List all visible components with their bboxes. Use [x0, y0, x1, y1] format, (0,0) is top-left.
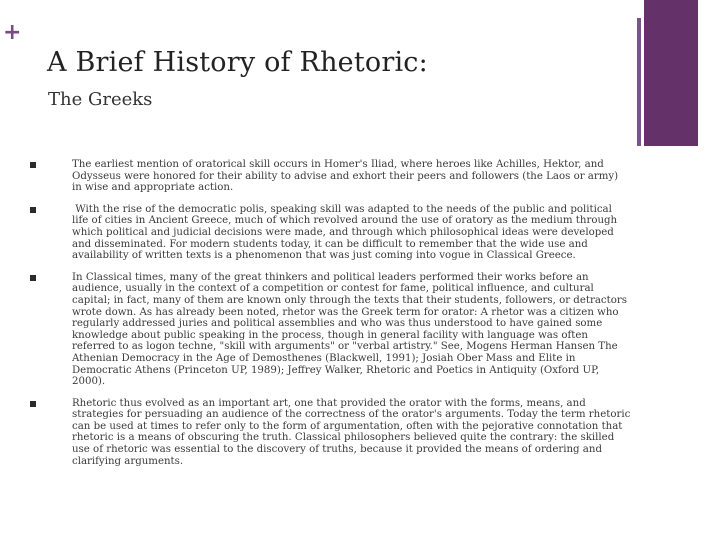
- bullet-line: referred to as logon techne, "skill with arguments" or "verbal artistry." See, Mogens Herman Hansen The: [72, 341, 618, 353]
- slide-title: A Brief History of Rhetoric:: [47, 47, 428, 78]
- bullet-line: can be used at times to refer only to the form of argumentation, often with the pejorative connotation that: [72, 420, 623, 432]
- bullet-line: knowledge about public speaking in the process, though in general facility with language was often: [72, 329, 588, 341]
- square-bullet-icon: [30, 207, 36, 213]
- bullet-item: [30, 204, 682, 262]
- bullet-line: 2000).: [72, 376, 106, 388]
- bullet-line: audience, usually in the context of a competition or contest for fame, political influence, and cultural: [72, 283, 594, 295]
- bullet-line: capital; in fact, many of them are known only through the texts that their students, followers, or detractors: [72, 294, 627, 306]
- bullet-line: With the rise of the democratic polis, speaking skill was adapted to the needs of the public and political: [72, 203, 612, 215]
- bullet-line: Athenian Democracy in the Age of Demosthenes (Blackwell, 1991); Josiah Ober Mass and Elite in: [72, 352, 576, 364]
- square-bullet-icon: [30, 275, 36, 281]
- decorative-thin-bar: [637, 18, 641, 146]
- bullet-item: [30, 159, 682, 194]
- bullet-line: regularly addressed juries and political assemblies and who was thus understood to have gained some: [72, 318, 603, 330]
- bullet-line: in wise and appropriate action.: [72, 182, 234, 194]
- bullet-list: [30, 159, 682, 477]
- bullet-line: rhetoric is a means of obscuring the truth. Classical philosophers believed quite the contrary: the skilled: [72, 432, 615, 444]
- bullet-line: which political and judicial decisions were made, and through which philosophical ideas were developed: [72, 226, 614, 238]
- square-bullet-icon: [30, 401, 36, 407]
- bullet-line: The earliest mention of oratorical skill occurs in Homer's Iliad, where heroes like Achilles, Hektor, and: [72, 159, 604, 170]
- bullet-item: [30, 272, 682, 388]
- slide-subtitle: The Greeks: [48, 89, 153, 110]
- bullet-line: Democratic Athens (Princeton UP, 1989); Jeffrey Walker, Rhetoric and Poetics in Antiquity (Oxford UP,: [72, 364, 600, 376]
- bullet-line: availability of written texts is a phenomenon that was just coming into vogue in Classical Greece.: [72, 250, 576, 262]
- bullet-line: use of rhetoric was essential to the discovery of truths, because it provided the means of ordering and: [72, 444, 602, 456]
- bullet-line: wrote down. As has already been noted, rhetor was the Greek term for orator: A rhetor was a citizen who: [72, 306, 619, 318]
- bullet-line: strategies for persuading an audience of the correctness of the orator's arguments. Today the term rhetoric: [72, 409, 631, 421]
- decorative-wide-bar: [644, 0, 698, 146]
- bullet-item: [30, 398, 682, 468]
- bullet-line: Odysseus were honored for their ability to advise and exhort their peers and followers (the Laos or army): [72, 170, 619, 182]
- bullet-line: clarifying arguments.: [72, 455, 184, 467]
- bullet-line: In Classical times, many of the great thinkers and political leaders performed their works before an: [72, 271, 589, 283]
- bullet-line: Rhetoric thus evolved as an important art, one that provided the orator with the forms, means, and: [72, 397, 586, 409]
- plus-icon: +: [3, 20, 22, 45]
- bullet-line: life of cities in Ancient Greece, much of which revolved around the use of oratory as the medium through: [72, 215, 618, 227]
- square-bullet-icon: [30, 162, 36, 168]
- bullet-line: and disseminated. For modern students today, it can be difficult to remember that the wide use and: [72, 238, 588, 250]
